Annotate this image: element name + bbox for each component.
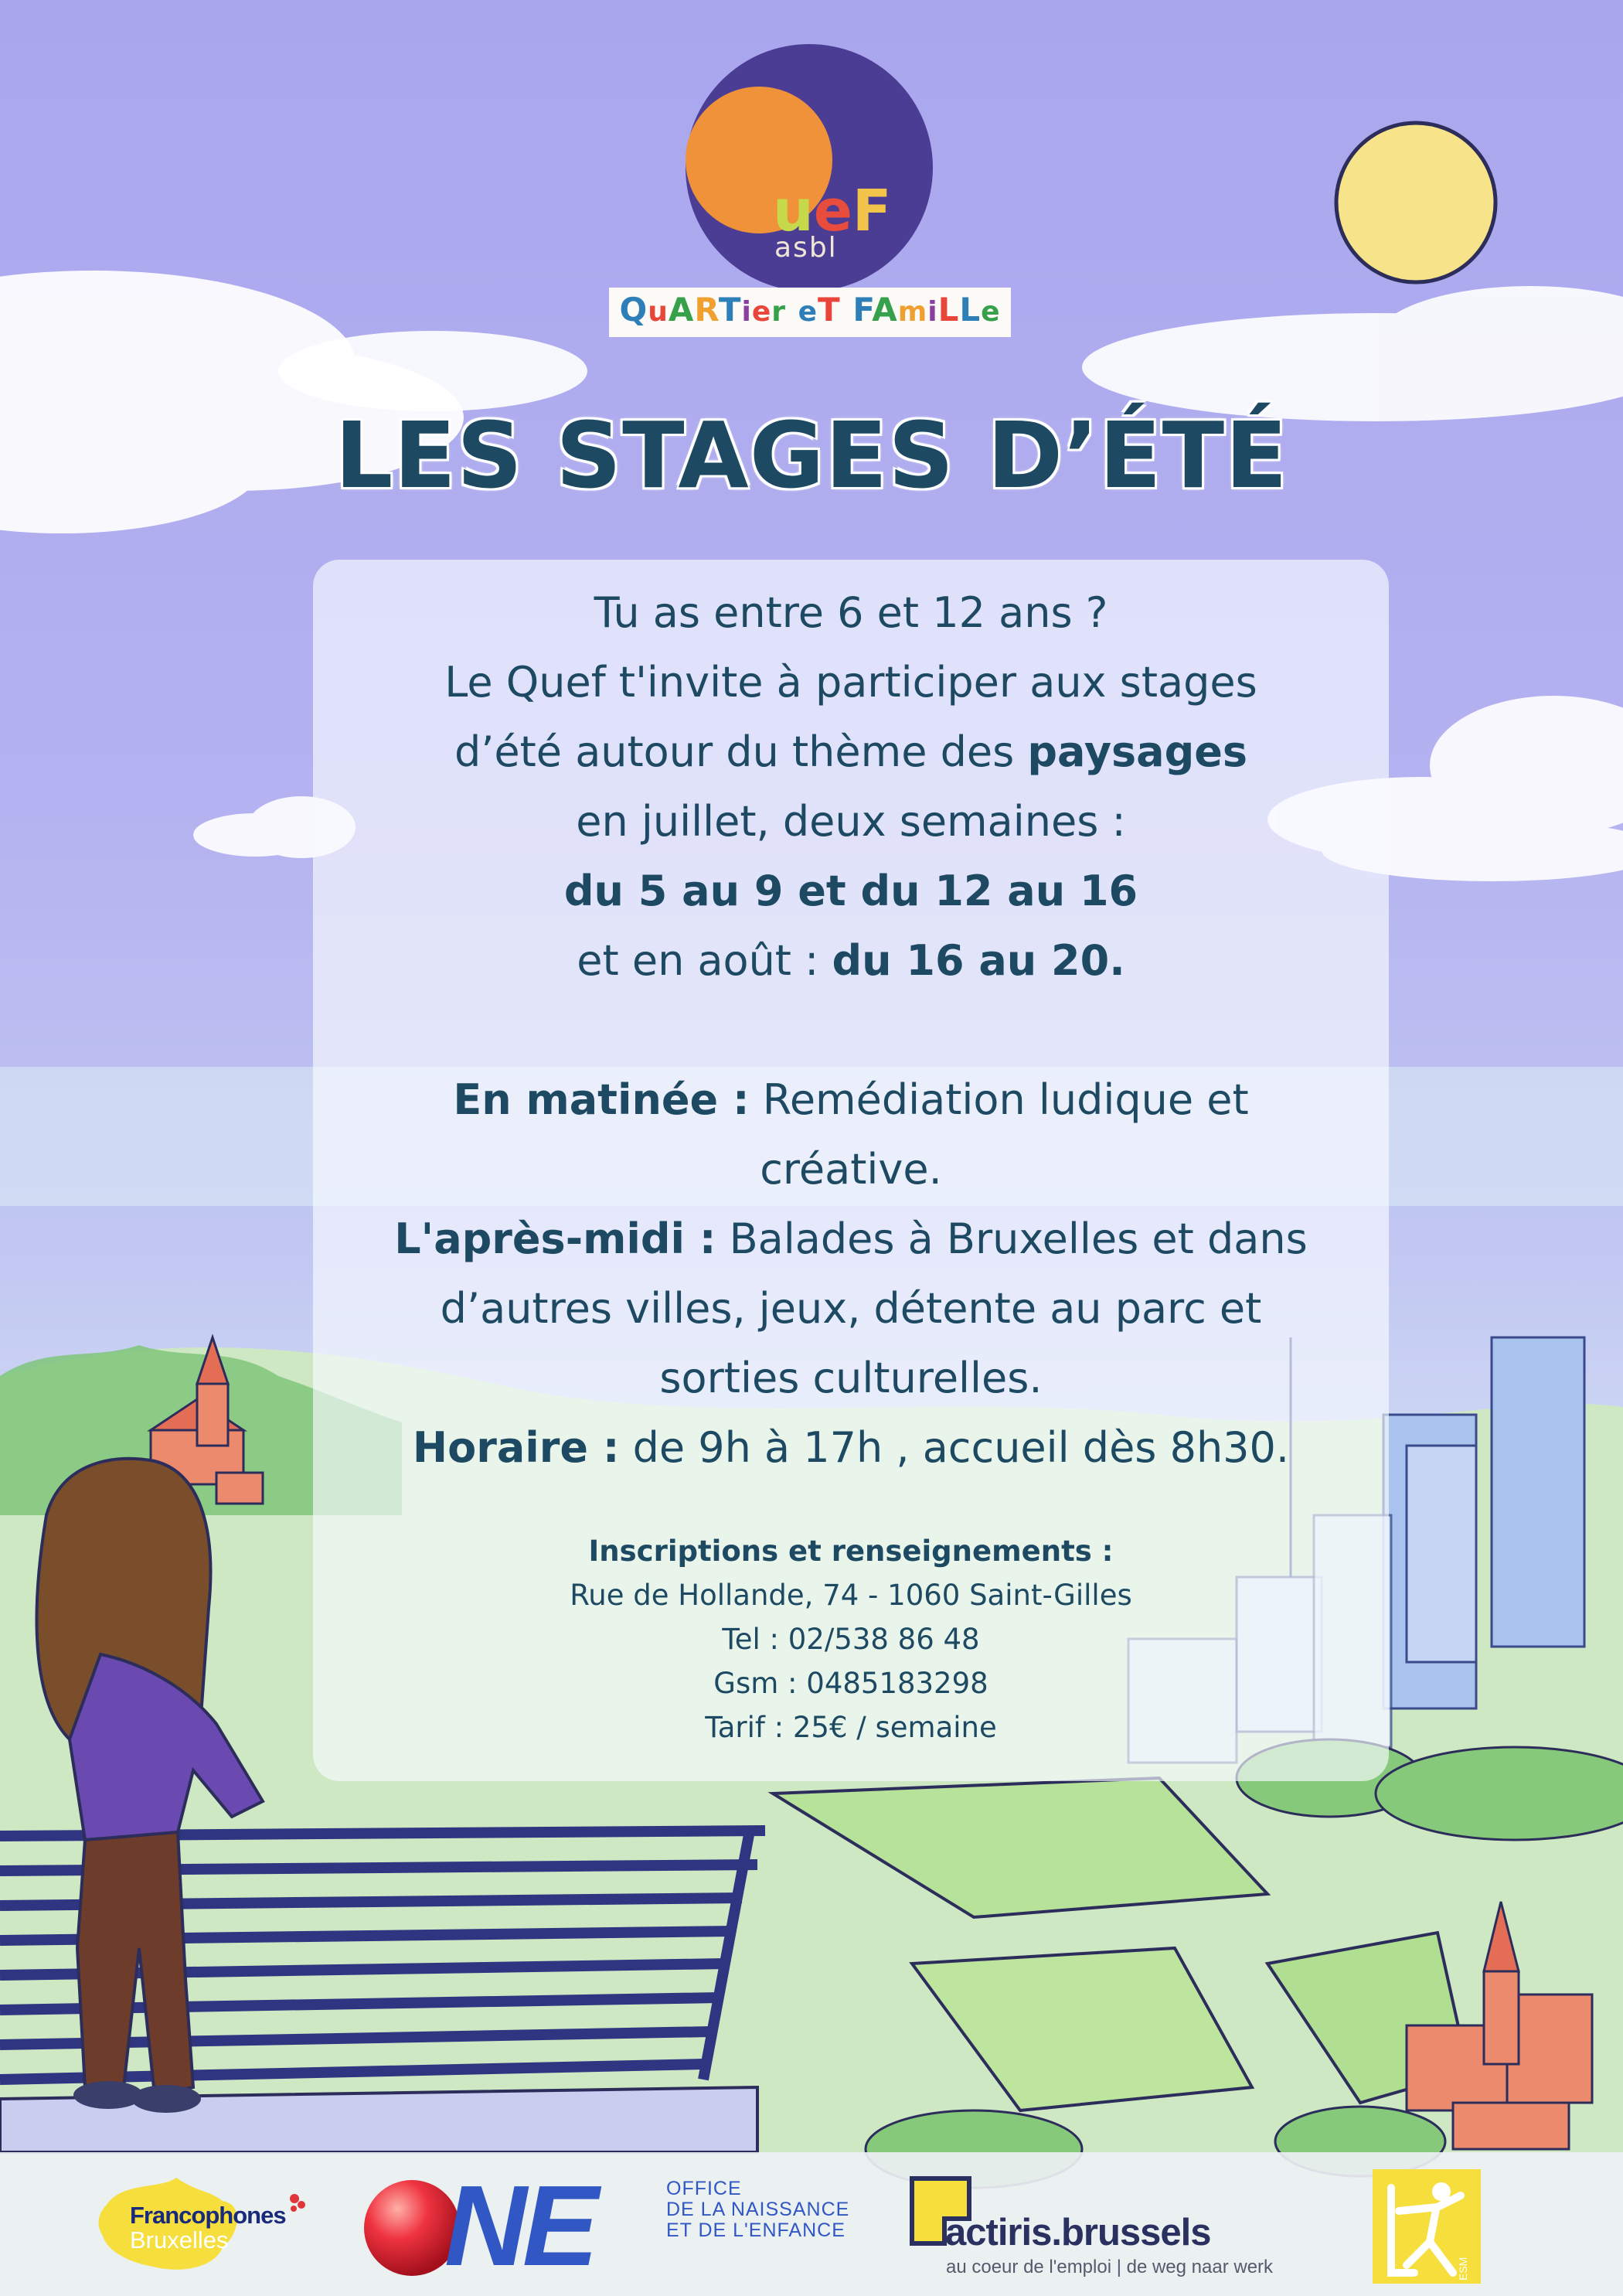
logo-subtitle-letter: m <box>897 296 928 328</box>
sun-icon <box>1336 123 1495 282</box>
morning-line-2: créative. <box>760 1145 942 1194</box>
logo-subtitle-letter <box>786 291 798 329</box>
contact-heading: Inscriptions et renseignements : <box>588 1535 1114 1568</box>
contact-address: Rue de Hollande, 74 - 1060 Saint-Gilles <box>570 1579 1132 1612</box>
logo-subtitle-letter: r <box>771 296 786 328</box>
logo-subtitle-letter: A <box>668 291 695 329</box>
logo-subtitle-letter: L <box>937 291 960 329</box>
logo-subtitle-letter <box>841 291 853 329</box>
logo-subtitle-letter: A <box>872 291 898 329</box>
logo-subtitle-letter: R <box>694 291 719 329</box>
actiris-tagline: au coeur de l'emploi | de weg naar werk <box>946 2257 1274 2277</box>
logo-letter-e: e <box>813 178 852 244</box>
logo-subtitle-letter: Q <box>619 291 648 329</box>
logo-subtitle <box>609 291 1011 329</box>
contact-price: Tarif : 25€ / semaine <box>705 1711 997 1744</box>
invite-line: Le Quef t'invite à participer aux stages <box>444 658 1257 707</box>
esm-logo <box>1368 2165 1485 2288</box>
esm-label: ESM <box>1457 2257 1469 2281</box>
logo-subtitle-letter: L <box>959 291 982 329</box>
afternoon-line-3: sorties culturelles. <box>659 1354 1043 1402</box>
theme-keyword: paysages <box>1027 727 1248 776</box>
contact-gsm: Gsm : 0485183298 <box>713 1667 988 1700</box>
theme-line: d’été autour du thème des paysages <box>454 727 1248 776</box>
logo-subtitle-letter: e <box>751 296 772 328</box>
logo-subtitle-letter: T <box>818 291 841 329</box>
logo-subtitle-letter: T <box>718 291 742 329</box>
contact-phone: Tel : 02/538 86 48 <box>722 1623 980 1656</box>
logo-subtitle-letter: i <box>927 296 938 328</box>
august-dates: du 16 au 20. <box>832 936 1125 985</box>
francophones-text: Francophones <box>130 2202 286 2229</box>
logo-subtitle-letter: F <box>852 291 873 329</box>
page-title: LES STAGES D’ÉTÉ <box>335 402 1288 509</box>
contact-info <box>313 1529 1389 1749</box>
one-wordmark: NE <box>444 2162 594 2290</box>
august-line: et en août : du 16 au 20. <box>577 936 1125 985</box>
afternoon-line: L'après-midi : Balades à Bruxelles et dans <box>394 1214 1308 1263</box>
logo-asbl: asbl <box>774 232 838 264</box>
actiris-wordmark: actiris.brussels <box>945 2212 1211 2253</box>
francophones-dot-icon <box>290 2194 299 2203</box>
logo-letter-f: F <box>852 178 892 244</box>
july-dates: du 5 au 9 et du 12 au 16 <box>563 867 1138 915</box>
logo-subtitle-letter: u <box>648 296 669 328</box>
schedule-line: Horaire : de 9h à 17h , accueil dès 8h30. <box>412 1423 1290 1472</box>
logo-subtitle-letter: e <box>981 296 1001 328</box>
logo-letter-u: u <box>773 178 814 244</box>
logo-subtitle-letter: i <box>741 296 752 328</box>
july-line: en juillet, deux semaines : <box>576 797 1126 846</box>
logo-subtitle-letter: e <box>798 296 818 328</box>
age-line: Tu as entre 6 et 12 ans ? <box>594 588 1108 637</box>
info-card-text <box>313 578 1389 1483</box>
one-subtitle: OFFICE DE LA NAISSANCE ET DE L'ENFANCE <box>666 2178 850 2241</box>
bruxelles-text: Bruxelles <box>130 2226 229 2253</box>
afternoon-line-2: d’autres villes, jeux, détente au parc et <box>440 1284 1262 1333</box>
morning-line: En matinée : Remédiation ludique et <box>453 1075 1249 1124</box>
